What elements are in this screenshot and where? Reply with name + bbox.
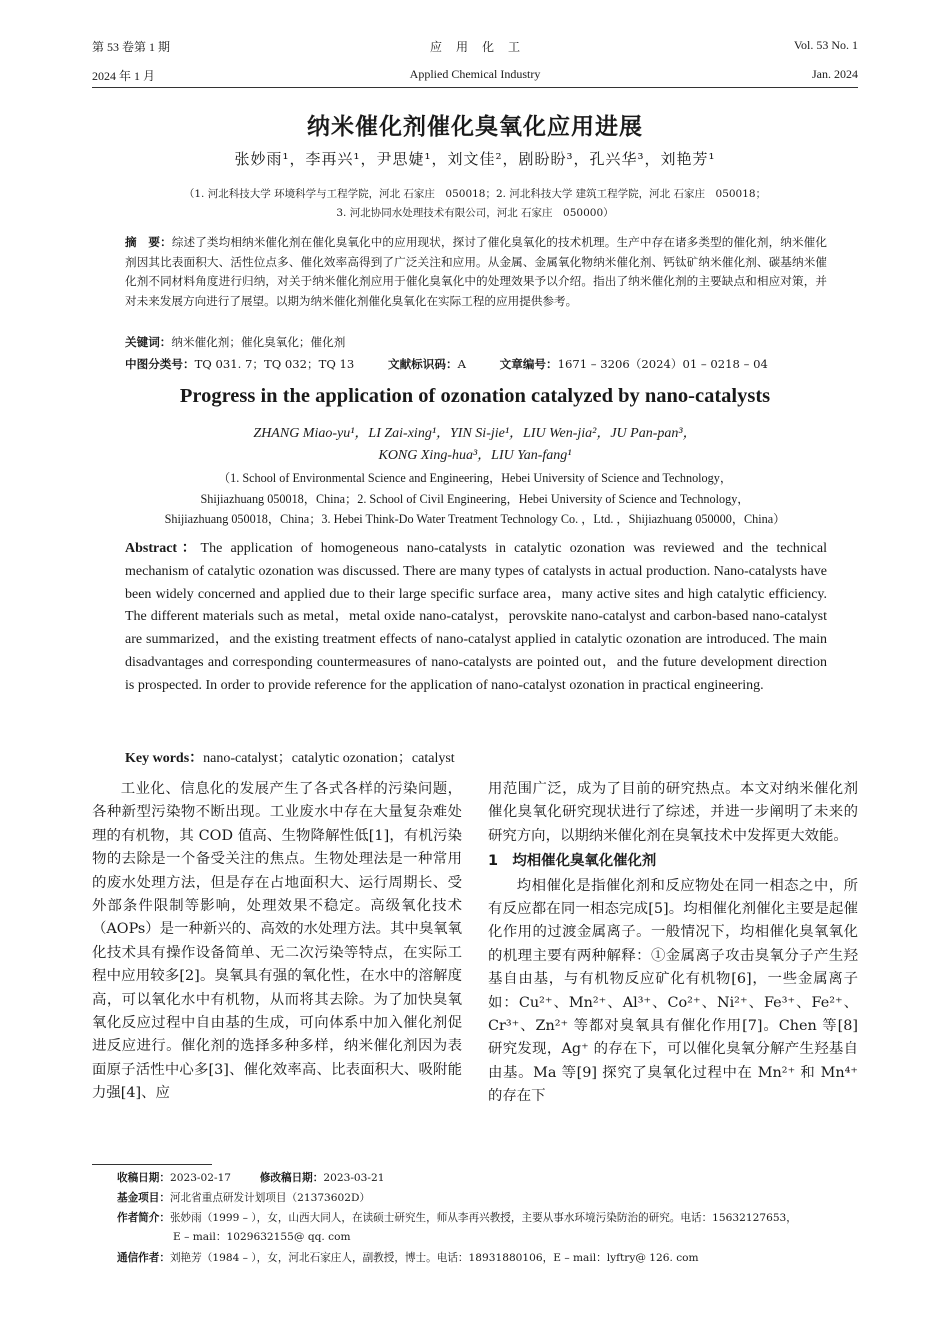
- abstract-cn: [125, 233, 827, 311]
- body-paragraph: 用范围广泛，成为了目前的研究热点。本文对纳米催化剂催化臭氧化研究现状进行了综述，并进一步阐明了未来的研究方向，以期纳米催化剂在臭氧技术中发挥更大效能。: [488, 781, 858, 844]
- affiliations-en: [92, 468, 858, 530]
- footnote-fund: [117, 1189, 862, 1208]
- affiliation-cn-line: 3. 河北协同水处理技术有限公司，河北 石家庄 050000）: [336, 207, 614, 219]
- corr-text: 刘艳芳（1984 – ），女，河北石家庄人，副教授，博士。电话：18931880106，E – mail：lyftry@ 126. com: [169, 1252, 699, 1264]
- footnote-rule: [92, 1164, 212, 1165]
- affiliation-en-line: Shijiazhuang 050018，China；2. School of Civil Engineering，Hebei University of Science and Technology，: [200, 491, 750, 506]
- header-volume-en: Vol. 53 No. 1: [793, 38, 858, 52]
- authors-en-line: KONG Xing-hua³，LIU Yan-fang¹: [378, 448, 572, 463]
- abstract-en-text: The application of homogeneous nano-catalysts in catalytic ozonation was reviewed and the technical mechanism of catalytic ozonation was discussed. There are many types of catalysts in actual production. Nano-catalysts have been widely concerned and applied due to their large specific surface area，many active sites and high catalytic efficiency. The different materials such as metal，metal oxide nano-catalyst，perovskite nano-catalyst and carbon-based nano-catalyst are summarized，and the existing treatment effects of nano-catalyst applied in catalytic ozonation are introduced. The main disadvantages and corresponding countermeasures of nano-catalysts are pointed out，and the future development direction is prospected. In order to provide reference for the application of nano-catalyst ozonation in practical engineering.: [125, 541, 827, 693]
- affiliations-cn: [92, 185, 858, 223]
- keywords-en-label: Key words：: [125, 751, 204, 766]
- running-header: [92, 38, 858, 88]
- body-column-left: [92, 778, 462, 1106]
- header-volume: 第 53 卷第 1 期: [92, 40, 171, 54]
- abstract-cn-text: 综述了类均相纳米催化剂在催化臭氧化中的应用现状，探讨了催化臭氧化的技术机理。生产中存在诸多类型的催化剂，纳米催化剂因其比表面积大、活性位点多、催化效率高得到了广泛关注和应用。从金属、金属氧化物纳米催化剂、钙钛矿纳米催化剂、碳基纳米催化剂不同材料角度进行归纳，对关于纳米催化剂应用于催化臭氧化中的处理效果予以介绍。指出了纳米催化剂的主要缺点和相应对策，并对未来发展方向进行了展望。以期为纳米催化剂催化臭氧化在实际工程的应用提供参考。: [125, 235, 827, 308]
- header-journal-en: Applied Chemical Industry: [409, 67, 541, 81]
- header-date: 2024 年 1 月: [92, 69, 156, 83]
- received-date: 2023-02-17: [169, 1172, 232, 1184]
- classification-line: [125, 356, 827, 372]
- abstract-en-label: Abstract：: [125, 541, 201, 556]
- authors-cn: 张妙雨¹，李再兴¹，尹思婕¹，刘文佳²，剧盼盼³，孔兴华³，刘艳芳¹: [234, 150, 716, 168]
- section-heading: 1 均相催化臭氧化催化剂: [488, 853, 657, 870]
- header-rule: [92, 87, 858, 88]
- fund-label: 基金项目：: [117, 1192, 170, 1204]
- authors-en-line: ZHANG Miao-yu¹，LI Zai-xing¹，YIN Si-jie¹，LIU Wen-jia²，JU Pan-pan³，: [253, 426, 697, 441]
- fund-text: 河北省重点研发计划项目（21373602D）: [169, 1192, 371, 1204]
- clc-label: 中图分类号：: [125, 357, 195, 371]
- revised-label: 修改稿日期：: [259, 1172, 324, 1184]
- abstract-en: [125, 538, 827, 698]
- corr-label: 通信作者：: [117, 1252, 170, 1264]
- keywords-cn: [125, 334, 827, 350]
- bio-text: 张妙雨（1999 – ），女，山西大同人，在读硕士研究生，师从李再兴教授，主要从事水环境污染防治的研究。电话：15632127653，: [169, 1212, 797, 1224]
- paper-title-cn: 纳米催化剂催化臭氧化应用进展: [307, 114, 643, 140]
- keywords-en: [125, 747, 827, 767]
- authors-en: [92, 423, 858, 467]
- footnote-corresponding: [117, 1249, 862, 1268]
- article-no-label: 文章编号：: [499, 357, 558, 371]
- received-label: 收稿日期：: [117, 1172, 170, 1184]
- footnote-author-bio: [117, 1209, 862, 1247]
- revised-date: 2023-03-21: [323, 1172, 385, 1184]
- abstract-cn-label: 摘 要：: [125, 235, 172, 249]
- header-journal-cn: 应用化工: [429, 40, 534, 54]
- affiliation-en-line: （1. School of Environmental Science and Engineering，Hebei University of Science and Technology，: [217, 471, 733, 485]
- body-paragraph: 工业化、信息化的发展产生了各式各样的污染问题，各种新型污染物不断出现。工业废水中存在大量复杂难处理的有机物，其 COD 值高、生物降解性低[1]，有机污染物的去除是一个备受关注的焦点。生物处理法是一种常用的废水处理方法，但是存在占地面积大、运行周期长、受外部条件限制等影响，处理效果不稳定。高级氧化技术（AOPs）是一种新兴的、高效的水处理方法。其中臭氧氧化技术具有操作设备简单、无二次污染等特点，在实际工程中应用较多[2]。臭氧具有强的氧化性，在水中的溶解度高，可以氧化水中有机物，从而将其去除。为了加快臭氧氧化反应过程中自由基的生成，可向体系中加入催化剂促进反应进行。催化剂的选择多种多样，纳米催化剂因为表面原子活性中心多[3]、催化效率高、比表面积大、吸附能力强[4]、应: [92, 781, 462, 1102]
- keywords-cn-label: 关键词：: [125, 335, 172, 349]
- doc-code-value: A: [457, 357, 466, 371]
- affiliation-cn-line: （1. 河北科技大学 环境科学与工程学院，河北 石家庄 050018；2. 河北科技大学 建筑工程学院，河北 石家庄 050018；: [183, 188, 767, 200]
- footnote-dates: [117, 1169, 862, 1188]
- body-column-right: [488, 778, 858, 1109]
- doc-code-label: 文献标识码：: [387, 357, 458, 371]
- paper-title-en: Progress in the application of ozonation catalyzed by nano-catalysts: [179, 385, 771, 407]
- header-date-en: Jan. 2024: [812, 67, 858, 81]
- bio-email: E – mail：1029632155@ qq. com: [173, 1231, 351, 1243]
- affiliation-en-line: Shijiazhuang 050018，China；3. Hebei Think-Do Water Treatment Technology Co. ，Ltd. ，Shijiazhuang 050000，China）: [164, 512, 786, 526]
- keywords-en-text: nano-catalyst；catalytic ozonation；catalyst: [203, 751, 455, 766]
- article-no-value: 1671 – 3206（2024）01 – 0218 – 04: [557, 357, 768, 371]
- body-paragraph: 均相催化是指催化剂和反应物处在同一相态之中，所有反应都在同一相态完成[5]。均相催化剂催化主要是起催化作用的过渡金属离子。一般情况下，均相催化臭氧氧化的机理主要有两种解释：①金属离子攻击臭氧分子产生羟基自由基，与有机物反应矿化有机物[6]，一些金属离子如：Cu²⁺、Mn²⁺、Al³⁺、Co²⁺、Ni²⁺、Fe³⁺、Fe²⁺、Cr³⁺、Zn²⁺ 等都对臭氧具有催化作用[7]。Chen 等[8] 研究发现，Ag⁺ 的存在下，可以催化臭氧分解产生羟基自由基。Ma 等[9] 探究了臭氧化过程中在 Mn²⁺ 和 Mn⁴⁺ 的存在下: [488, 877, 858, 1105]
- clc-value: TQ 031. 7；TQ 032；TQ 13: [194, 357, 355, 371]
- bio-label: 作者简介：: [117, 1212, 170, 1224]
- keywords-cn-text: 纳米催化剂；催化臭氧化；催化剂: [171, 335, 346, 349]
